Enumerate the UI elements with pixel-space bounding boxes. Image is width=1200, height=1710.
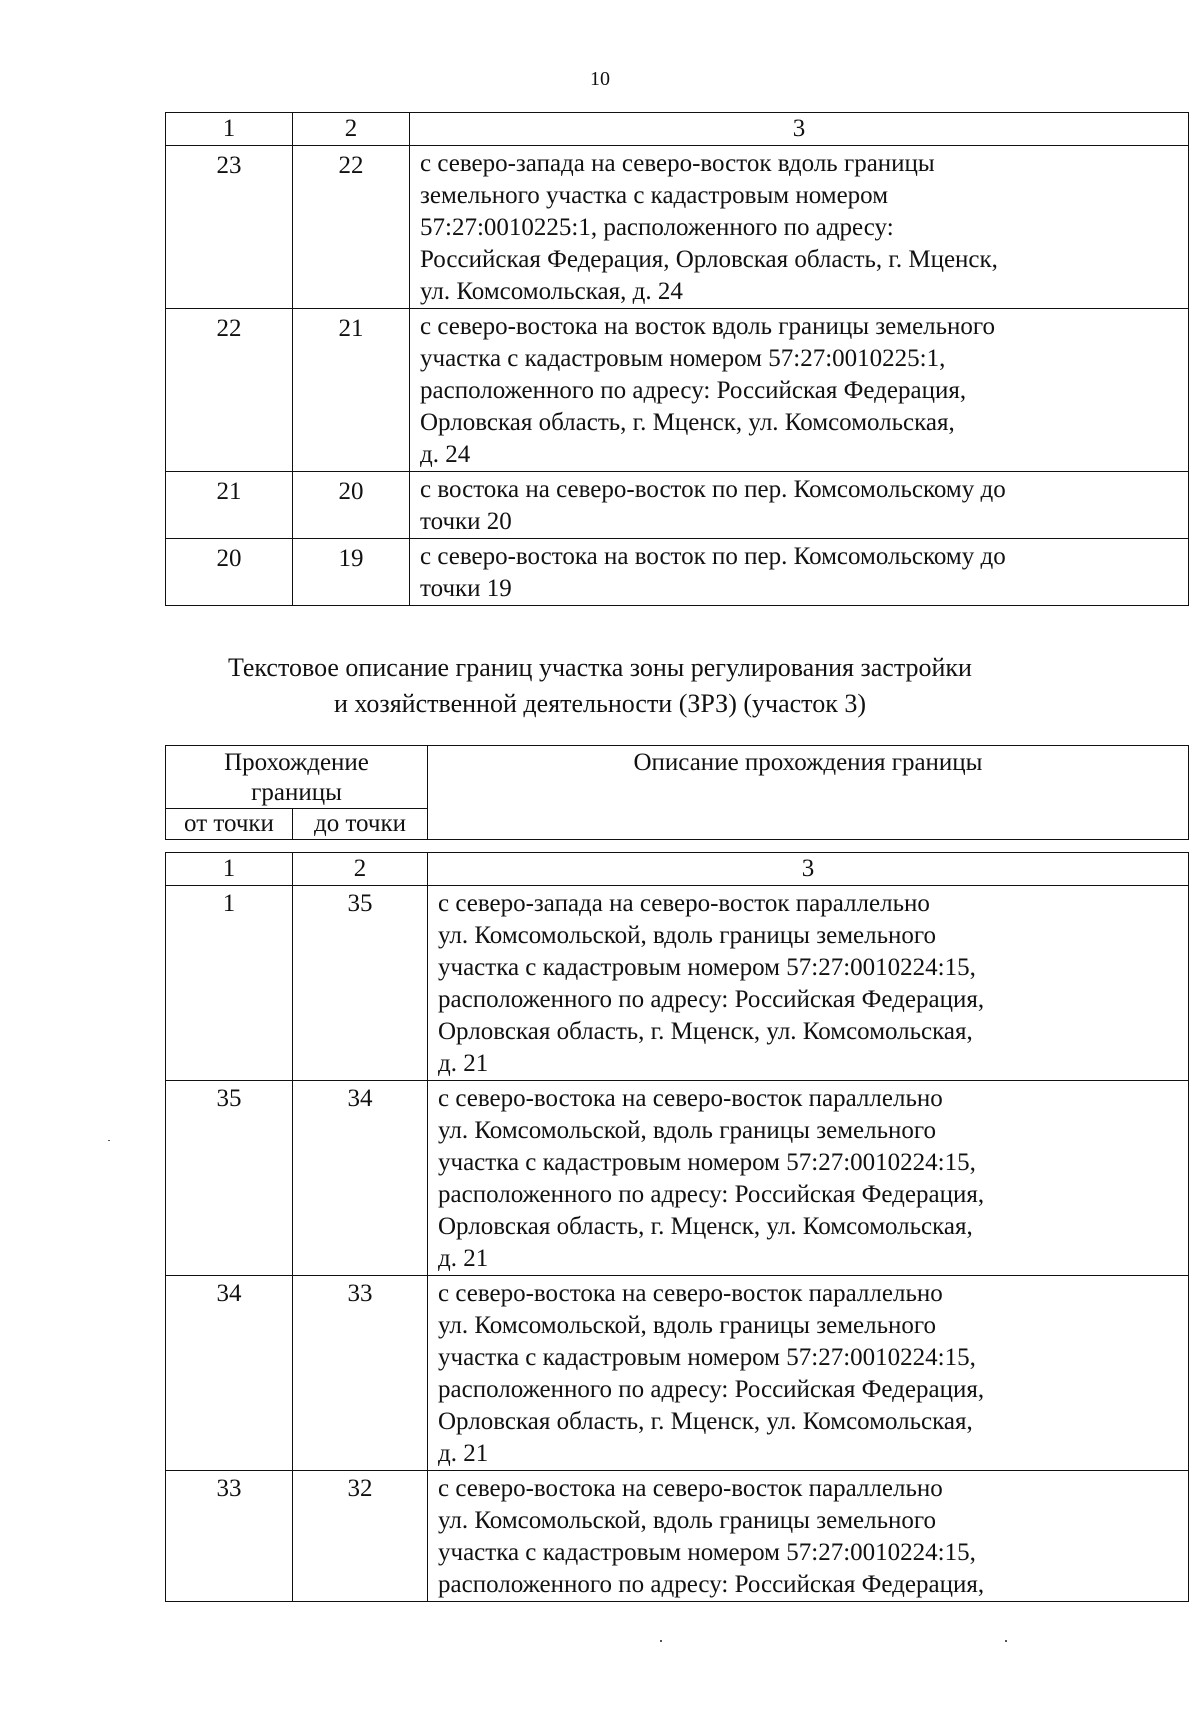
table-row — [166, 1081, 1189, 1276]
table-row — [166, 146, 1189, 309]
table-row — [166, 886, 1189, 1081]
to-point-header: до точки — [293, 809, 428, 840]
scan-artifact — [1005, 1640, 1007, 1642]
passage-header — [166, 746, 428, 809]
description-line: с северо-востока на северо-восток параллельно — [438, 1280, 943, 1307]
scan-artifact — [660, 1640, 662, 1642]
passage-header-line: Прохождение — [224, 749, 369, 776]
column-numbering-row — [166, 853, 1189, 886]
page-number: 10 — [590, 68, 610, 90]
description-line: участка с кадастровым номером 57:27:0010224:15, — [438, 1149, 976, 1176]
description-line: точки 19 — [420, 575, 512, 602]
description-line: д. 21 — [438, 1050, 489, 1077]
description-line: Орловская область, г. Мценск, ул. Комсомольская, — [438, 1408, 973, 1435]
column-number: 3 — [428, 853, 1189, 886]
table-row — [166, 472, 1189, 539]
description-line: с северо-запада на северо-восток вдоль границы — [420, 150, 935, 177]
description-line: с северо-востока на восток вдоль границы земельного — [420, 313, 996, 340]
passage-header-line: границы — [251, 779, 342, 806]
to-point: 33 — [293, 1276, 428, 1471]
description-line: ул. Комсомольской, вдоль границы земельного — [438, 922, 936, 949]
description-line: участка с кадастровым номером 57:27:0010225:1, — [420, 345, 946, 372]
description-line: Орловская область, г. Мценск, ул. Комсомольская, — [438, 1018, 973, 1045]
section-title-line: Текстовое описание границ участка зоны регулирования застройки — [228, 653, 972, 682]
to-point: 32 — [293, 1471, 428, 1602]
to-point: 22 — [293, 146, 410, 309]
from-point: 33 — [166, 1471, 293, 1602]
description-line: участка с кадастровым номером 57:27:0010224:15, — [438, 954, 976, 981]
description-line: с востока на северо-восток по пер. Комсомольскому до — [420, 476, 1006, 503]
table-row — [166, 1471, 1189, 1602]
description-line: Орловская область, г. Мценск, ул. Комсомольская, — [438, 1213, 973, 1240]
description-line: Российская Федерация, Орловская область, г. Мценск, — [420, 246, 998, 273]
description-line: земельного участка с кадастровым номером — [420, 182, 889, 209]
column-number: 1 — [166, 853, 293, 886]
boundary-description — [410, 146, 1189, 309]
from-point: 34 — [166, 1276, 293, 1471]
column-number: 3 — [410, 113, 1189, 146]
description-line: д. 21 — [438, 1245, 489, 1272]
description-line: д. 21 — [438, 1440, 489, 1467]
description-line: участка с кадастровым номером 57:27:0010224:15, — [438, 1539, 976, 1566]
section-title-line: и хозяйственной деятельности (ЗРЗ) (участок 3) — [334, 689, 866, 718]
boundary-description — [428, 1081, 1189, 1276]
description-line: ул. Комсомольская, д. 24 — [420, 278, 683, 305]
description-line: точки 20 — [420, 508, 512, 535]
boundary-table — [165, 852, 1189, 1602]
boundary-description — [410, 472, 1189, 539]
description-line: с северо-востока на северо-восток параллельно — [438, 1085, 943, 1112]
description-line: 57:27:0010225:1, расположенного по адресу: — [420, 214, 894, 241]
description-line: ул. Комсомольской, вдоль границы земельного — [438, 1117, 936, 1144]
description-line: расположенного по адресу: Российская Федерация, — [438, 1571, 985, 1598]
description-line: участка с кадастровым номером 57:27:0010224:15, — [438, 1344, 976, 1371]
to-point: 34 — [293, 1081, 428, 1276]
description-line: д. 24 — [420, 441, 471, 468]
description-line: с северо-запада на северо-восток параллельно — [438, 890, 930, 917]
column-number: 1 — [166, 113, 293, 146]
boundary-description — [410, 539, 1189, 606]
from-point: 23 — [166, 146, 293, 309]
to-point: 21 — [293, 309, 410, 472]
boundary-description — [428, 1471, 1189, 1602]
from-point: 21 — [166, 472, 293, 539]
table-row — [166, 1276, 1189, 1471]
column-number: 2 — [293, 853, 428, 886]
description-line: ул. Комсомольской, вдоль границы земельного — [438, 1507, 936, 1534]
table-row — [166, 539, 1189, 606]
boundary-description — [410, 309, 1189, 472]
description-line: с северо-востока на северо-восток параллельно — [438, 1475, 943, 1502]
description-line: ул. Комсомольской, вдоль границы земельного — [438, 1312, 936, 1339]
description-header: Описание прохождения границы — [428, 746, 1189, 840]
description-line: расположенного по адресу: Российская Федерация, — [438, 1181, 985, 1208]
from-point: 20 — [166, 539, 293, 606]
description-line: с северо-востока на восток по пер. Комсомольскому до — [420, 543, 1006, 570]
description-line: расположенного по адресу: Российская Федерация, — [438, 986, 985, 1013]
to-point: 20 — [293, 472, 410, 539]
table-row — [166, 309, 1189, 472]
to-point: 35 — [293, 886, 428, 1081]
description-line: расположенного по адресу: Российская Федерация, — [420, 377, 967, 404]
from-point-header: от точки — [166, 809, 293, 840]
scan-artifact — [108, 1140, 110, 1141]
from-point: 22 — [166, 309, 293, 472]
boundary-description — [428, 1276, 1189, 1471]
boundary-table-continued — [165, 112, 1189, 606]
to-point: 19 — [293, 539, 410, 606]
column-numbering-row — [166, 113, 1189, 146]
from-point: 35 — [166, 1081, 293, 1276]
column-number: 2 — [293, 113, 410, 146]
description-line: расположенного по адресу: Российская Федерация, — [438, 1376, 985, 1403]
from-point: 1 — [166, 886, 293, 1081]
boundary-description — [428, 886, 1189, 1081]
boundary-table-header — [165, 745, 1189, 840]
description-line: Орловская область, г. Мценск, ул. Комсомольская, — [420, 409, 955, 436]
section-title — [0, 650, 1200, 722]
